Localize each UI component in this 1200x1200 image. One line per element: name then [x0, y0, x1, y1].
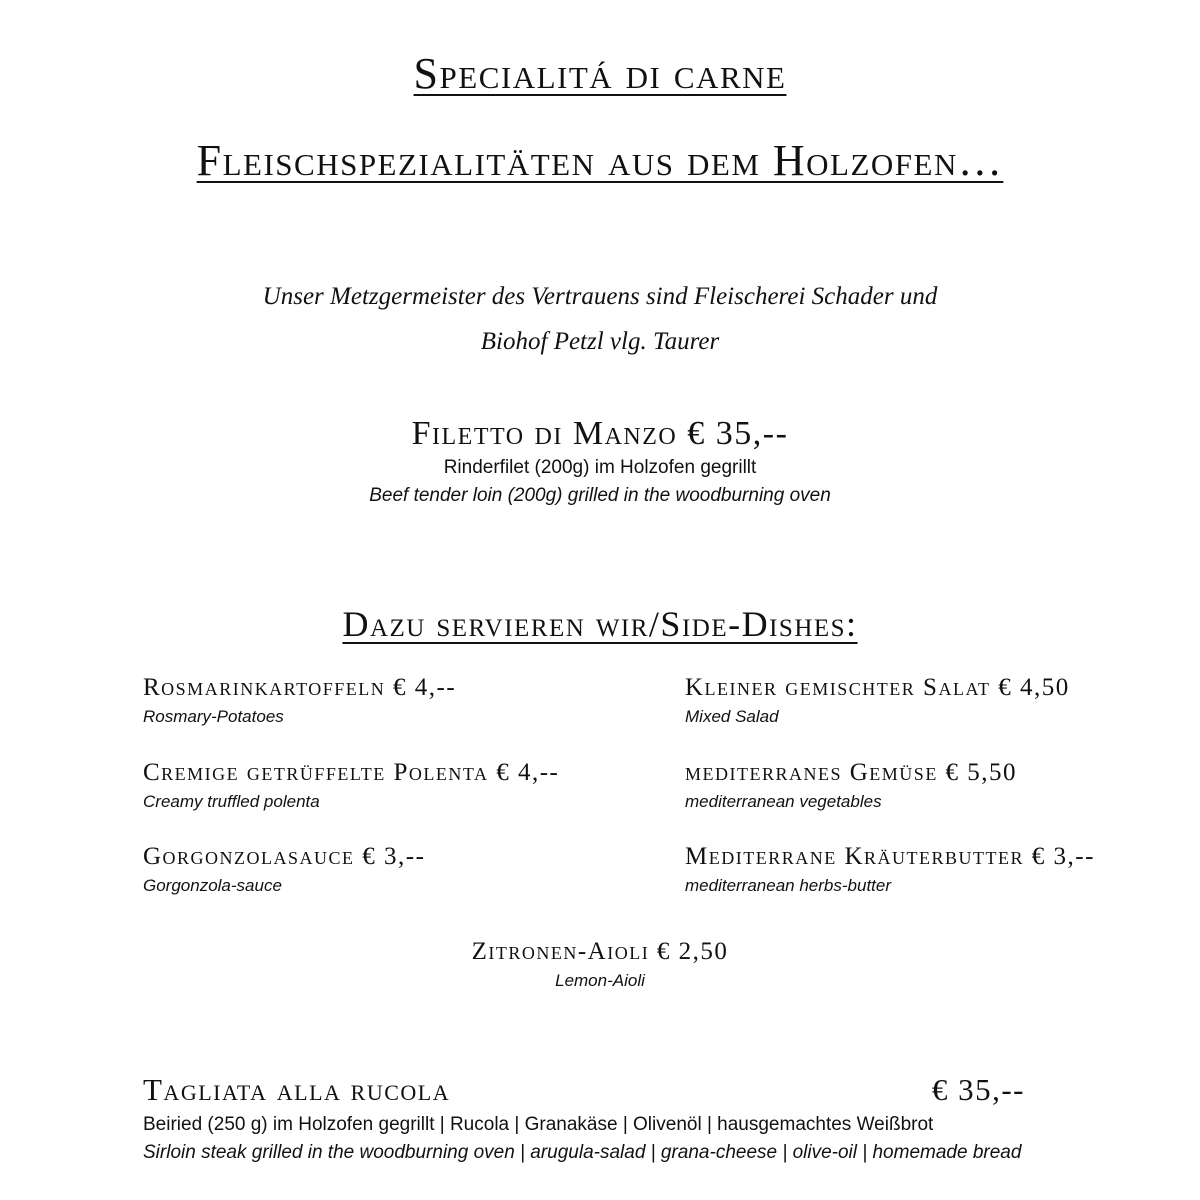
main-dish: [0, 415, 1200, 507]
tagliata-header: [143, 1072, 1043, 1112]
side-dish-name: Gorgonzolasauce € 3,--: [143, 843, 426, 870]
tagliata-desc-de: Beiried (250 g) im Holzofen gegrillt | Rucola | Granakäse | Olivenöl | hausgemachtes Weißbrot: [143, 1114, 934, 1135]
tagliata-title: Tagliata alla rucola: [143, 1072, 451, 1107]
side-dish-name: Cremige getrüffelte Polenta € 4,--: [143, 759, 560, 786]
main-dish-desc-de: Rinderfilet (200g) im Holzofen gegrillt: [443, 457, 757, 478]
tagliata-price: € 35,--: [931, 1072, 1025, 1107]
side-dish-name: mediterranes Gemüse € 5,50: [685, 759, 1018, 786]
side-dish-item: [350, 938, 850, 991]
intro-line-1: Unser Metzgermeister des Vertrauens sind Fleischerei Schader und: [262, 283, 938, 310]
side-dish-item: [143, 843, 643, 896]
side-dish-desc: Lemon-Aioli: [555, 971, 645, 990]
side-dish-name: Rosmarinkartoffeln € 4,--: [143, 674, 457, 701]
side-dish-name: Zitronen-Aioli € 2,50: [471, 938, 729, 965]
side-dishes-heading: Dazu servieren wir/Side-Dishes:: [342, 604, 858, 644]
menu-title-italian: Specialitá di carne: [413, 49, 787, 98]
side-dish-name: Kleiner gemischter Salat € 4,50: [685, 674, 1070, 701]
side-dish-item: [685, 674, 1185, 727]
side-dish-item: [685, 843, 1185, 896]
side-dish-item: [143, 674, 643, 727]
main-dish-desc-en: Beef tender loin (200g) grilled in the woodburning oven: [369, 485, 831, 506]
side-dish-desc: Rosmary-Potatoes: [143, 707, 284, 726]
menu-title-german: Fleischspezialitäten aus dem Holzofen…: [196, 136, 1004, 185]
intro-line-2: Biohof Petzl vlg. Taurer: [480, 328, 720, 355]
tagliata-desc-en: Sirloin steak grilled in the woodburning oven | arugula-salad | grana-cheese | olive-oil | homemade bread: [143, 1142, 1022, 1163]
side-dish-desc: Creamy truffled polenta: [143, 792, 320, 811]
side-dish-desc: mediterranean herbs-butter: [685, 876, 892, 895]
side-dish-item: [685, 759, 1185, 812]
tagliata-dish: [143, 1072, 1043, 1166]
side-dish-name: Mediterrane Kräuterbutter € 3,--: [685, 843, 1095, 870]
side-dish-desc: Mixed Salad: [685, 707, 779, 726]
main-dish-title: Filetto di Manzo € 35,--: [411, 415, 789, 452]
side-dish-desc: Gorgonzola-sauce: [143, 876, 282, 895]
side-dish-desc: mediterranean vegetables: [685, 792, 882, 811]
side-dish-item: [143, 759, 643, 812]
